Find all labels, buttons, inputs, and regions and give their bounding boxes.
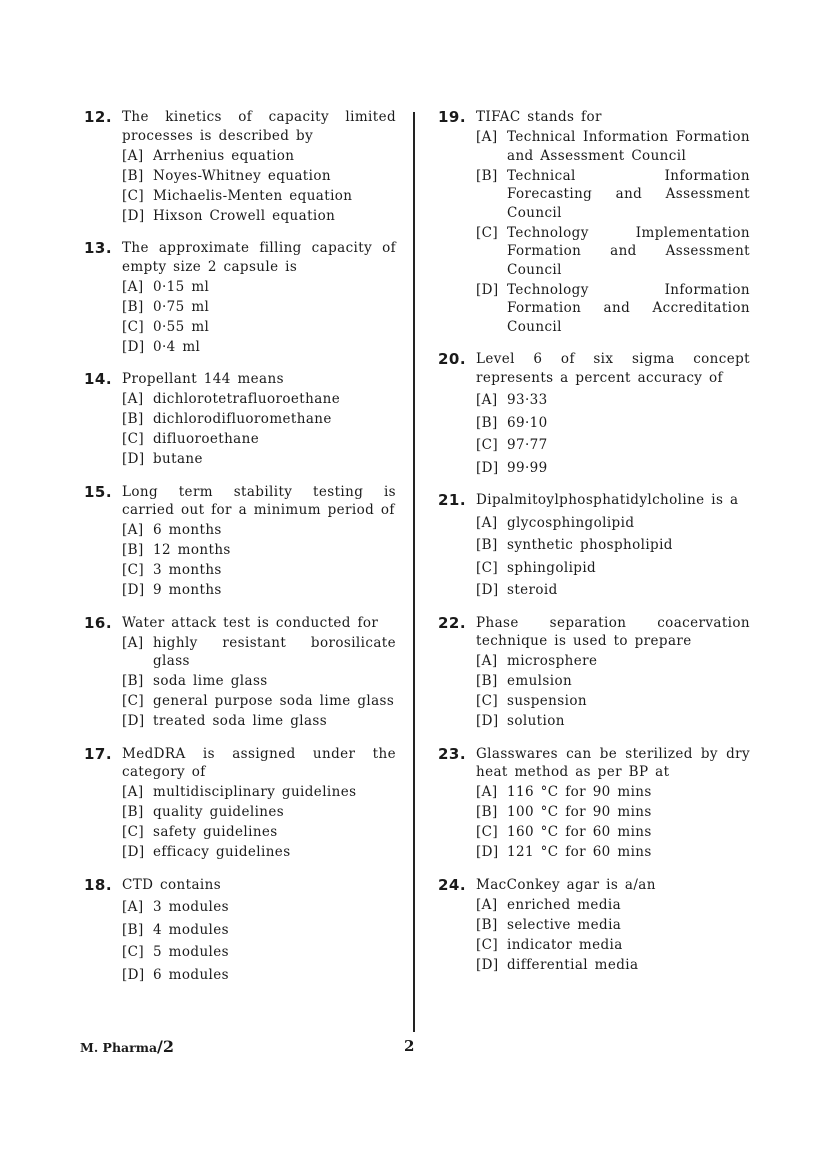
answer-option <box>122 207 396 226</box>
option-text: 5 modules <box>153 944 229 960</box>
option-text: Technical Information Forecasting and Assessment Council <box>507 167 750 221</box>
option-text: differential media <box>507 956 639 973</box>
column-divider <box>413 112 415 1032</box>
answer-option <box>476 936 750 955</box>
question-text: Level 6 of six sigma concept represents a percent accuracy of <box>476 351 750 386</box>
option-text: soda lime glass <box>153 673 268 689</box>
option-label: [A] <box>476 129 498 145</box>
option-label: [D] <box>476 459 499 476</box>
question-body <box>122 876 396 985</box>
answer-option <box>122 803 396 822</box>
question-number: 18. <box>84 875 113 894</box>
option-text: dichlorotetrafluoroethane <box>153 391 341 407</box>
option-label: [C] <box>476 824 499 840</box>
question-number: 24. <box>438 875 467 894</box>
option-text: Noyes-Whitney equation <box>153 167 331 184</box>
option-label: [B] <box>122 673 144 689</box>
option-text: 3 modules <box>153 899 229 915</box>
question-body <box>122 614 396 731</box>
question-text: MacConkey agar is a/an <box>476 876 656 893</box>
option-text: 69·10 <box>507 414 548 431</box>
question-number: 17. <box>84 744 113 763</box>
option-text: 0·75 ml <box>153 298 210 315</box>
option-text: selective media <box>507 916 622 933</box>
option-label: [A] <box>122 899 144 915</box>
option-text: 6 modules <box>153 966 229 983</box>
answer-option <box>476 843 750 862</box>
option-text: microsphere <box>507 653 598 669</box>
option-label: [B] <box>122 167 144 184</box>
answer-option <box>476 672 750 691</box>
option-label: [A] <box>122 391 144 407</box>
question-22 <box>438 614 750 731</box>
question-number: 21. <box>438 491 467 509</box>
answer-option <box>122 712 396 731</box>
question-12 <box>84 108 396 225</box>
question-number: 15. <box>84 482 113 501</box>
answer-option <box>122 783 396 802</box>
question-body <box>122 108 396 225</box>
question-15 <box>84 483 396 600</box>
option-text: general purpose soda lime glass <box>153 693 395 709</box>
question-number: 23. <box>438 744 467 763</box>
option-text: 4 modules <box>153 921 229 938</box>
option-text: 100 °C for 90 mins <box>507 804 652 820</box>
option-label: [D] <box>122 582 145 598</box>
question-body <box>476 614 750 731</box>
option-label: [D] <box>122 207 145 224</box>
answer-option <box>122 450 396 469</box>
option-text: treated soda lime glass <box>153 713 328 729</box>
question-19 <box>438 108 750 336</box>
option-label: [C] <box>476 559 499 576</box>
answer-option <box>122 541 396 560</box>
option-text: safety guidelines <box>153 824 278 840</box>
option-label: [D] <box>122 966 145 983</box>
option-text: 0·55 ml <box>153 318 210 335</box>
right-column <box>438 108 750 988</box>
option-text: steroid <box>507 582 558 598</box>
answer-option <box>476 916 750 935</box>
answer-option <box>122 278 396 297</box>
option-label: [D] <box>122 338 145 355</box>
option-text: quality guidelines <box>153 804 285 820</box>
option-text: 121 °C for 60 mins <box>507 844 652 860</box>
answer-option <box>476 459 750 478</box>
question-text: The kinetics of capacity limited processes is described by <box>122 109 396 144</box>
option-label: [A] <box>476 514 498 531</box>
option-text: glycosphingolipid <box>507 514 635 531</box>
option-text: indicator media <box>507 936 623 953</box>
option-label: [D] <box>122 844 145 860</box>
question-number: 16. <box>84 613 113 632</box>
option-label: [D] <box>476 956 499 973</box>
option-label: [A] <box>476 392 498 408</box>
question-text: Long term stability testing is carried out for a minimum period of <box>122 483 396 518</box>
option-label: [D] <box>122 451 145 467</box>
option-text: Technology Information Formation and Accreditation Council <box>507 281 750 335</box>
answer-option <box>122 921 396 940</box>
answer-option <box>122 390 396 409</box>
question-number: 22. <box>438 613 467 632</box>
option-label: [B] <box>476 804 498 820</box>
option-label: [B] <box>122 298 144 315</box>
option-label: [C] <box>122 431 145 447</box>
answer-option <box>476 823 750 842</box>
option-text: 12 months <box>153 542 231 558</box>
answer-option <box>476 692 750 711</box>
option-text: Michaelis-Menten equation <box>153 187 353 204</box>
answer-option <box>476 803 750 822</box>
option-label: [D] <box>476 844 499 860</box>
answer-option <box>122 634 396 671</box>
option-text: efficacy guidelines <box>153 844 291 860</box>
footer-exam-code <box>80 1037 174 1056</box>
option-label: [A] <box>122 278 144 295</box>
question-number: 12. <box>84 108 113 126</box>
option-label: [A] <box>122 147 144 164</box>
question-text: MedDRA is assigned under the category of <box>122 745 396 780</box>
option-text: Arrhenius equation <box>153 147 295 164</box>
option-label: [B] <box>476 537 498 553</box>
option-label: [C] <box>122 562 145 578</box>
question-18 <box>84 876 396 985</box>
option-label: [C] <box>122 824 145 840</box>
question-14 <box>84 370 396 469</box>
option-text: Technical Information Formation and Assessment Council <box>507 129 750 164</box>
question-text: Phase separation coacervation technique is used to prepare <box>476 614 750 649</box>
answer-option <box>476 581 750 600</box>
question-13 <box>84 239 396 356</box>
option-text: 0·15 ml <box>153 278 210 295</box>
question-body <box>122 239 396 356</box>
answer-option <box>476 281 750 337</box>
answer-option <box>476 224 750 280</box>
option-text: multidisciplinary guidelines <box>153 784 357 800</box>
answer-option <box>122 167 396 186</box>
option-label: [B] <box>476 167 498 184</box>
question-text: TIFAC stands for <box>476 109 602 125</box>
answer-option <box>476 783 750 802</box>
answer-option <box>122 410 396 429</box>
answer-option <box>476 652 750 671</box>
answer-option <box>122 672 396 691</box>
answer-option <box>122 692 396 711</box>
option-text: 9 months <box>153 582 222 598</box>
option-text: 97·77 <box>507 437 548 453</box>
answer-option <box>476 536 750 555</box>
answer-option <box>122 430 396 449</box>
question-number: 20. <box>438 350 467 368</box>
option-text: suspension <box>507 693 587 709</box>
option-label: [B] <box>476 414 498 431</box>
footer-set-number: /2 <box>157 1037 175 1056</box>
option-label: [C] <box>476 437 499 453</box>
answer-option <box>122 147 396 166</box>
footer-exam-name: M. Pharma <box>80 1040 158 1055</box>
option-text: 99·99 <box>507 459 548 476</box>
left-column <box>84 108 396 998</box>
option-label: [B] <box>476 916 498 933</box>
question-17 <box>84 745 396 862</box>
option-label: [C] <box>122 318 145 335</box>
option-label: [B] <box>122 804 144 820</box>
option-text: synthetic phospholipid <box>507 537 673 553</box>
question-body <box>476 491 750 600</box>
option-label: [A] <box>122 784 144 800</box>
answer-option <box>476 128 750 165</box>
answer-option <box>476 712 750 731</box>
answer-option <box>476 559 750 578</box>
answer-option <box>122 843 396 862</box>
answer-option <box>122 338 396 357</box>
option-text: 6 months <box>153 522 222 538</box>
answer-option <box>476 514 750 533</box>
option-text: solution <box>507 713 565 729</box>
option-label: [A] <box>476 653 498 669</box>
page-number: 2 <box>404 1037 415 1055</box>
option-label: [D] <box>476 281 499 298</box>
answer-option <box>122 581 396 600</box>
answer-option <box>122 943 396 962</box>
option-text: Technology Implementation Formation and Assessment Council <box>507 224 750 278</box>
answer-option <box>476 896 750 915</box>
question-text: CTD contains <box>122 876 222 893</box>
option-label: [C] <box>122 187 145 204</box>
option-label: [C] <box>476 224 499 241</box>
question-text: Glasswares can be sterilized by dry heat method as per BP at <box>476 745 750 780</box>
option-label: [B] <box>122 542 144 558</box>
option-text: sphingolipid <box>507 559 597 576</box>
question-text: Propellant 144 means <box>122 371 284 387</box>
option-label: [D] <box>476 582 499 598</box>
question-23 <box>438 745 750 862</box>
question-body <box>122 745 396 862</box>
question-body <box>476 108 750 336</box>
answer-option <box>122 521 396 540</box>
question-text: Water attack test is conducted for <box>122 614 379 631</box>
answer-option <box>476 414 750 433</box>
question-body <box>122 370 396 469</box>
option-text: difluoroethane <box>153 431 260 447</box>
option-label: [A] <box>476 784 498 800</box>
question-text: Dipalmitoylphosphatidylcholine is a <box>476 492 739 508</box>
option-label: [B] <box>476 673 498 689</box>
answer-option <box>122 298 396 317</box>
option-label: [A] <box>476 896 498 913</box>
option-label: [B] <box>122 921 144 938</box>
question-number: 19. <box>438 108 467 126</box>
question-21 <box>438 491 750 600</box>
option-text: enriched media <box>507 896 622 913</box>
question-body <box>476 350 750 477</box>
question-20 <box>438 350 750 477</box>
question-number: 13. <box>84 239 113 257</box>
question-16 <box>84 614 396 731</box>
question-body <box>476 876 750 975</box>
option-text: emulsion <box>507 673 573 689</box>
answer-option <box>476 956 750 975</box>
option-label: [C] <box>122 693 145 709</box>
option-text: highly resistant borosilicate glass <box>153 634 396 669</box>
option-text: 93·33 <box>507 392 548 408</box>
question-text: The approximate filling capacity of empty size 2 capsule is <box>122 240 396 275</box>
option-label: [C] <box>476 693 499 709</box>
answer-option <box>476 167 750 223</box>
answer-option <box>122 318 396 337</box>
option-label: [C] <box>122 944 145 960</box>
option-text: 0·4 ml <box>153 338 201 355</box>
option-label: [B] <box>122 411 144 427</box>
question-body <box>476 745 750 862</box>
option-text: 160 °C for 60 mins <box>507 824 652 840</box>
question-number: 14. <box>84 370 113 388</box>
answer-option <box>476 391 750 410</box>
answer-option <box>122 561 396 580</box>
option-text: Hixson Crowell equation <box>153 207 336 224</box>
question-24 <box>438 876 750 975</box>
answer-option <box>122 823 396 842</box>
answer-option <box>122 966 396 985</box>
option-label: [D] <box>122 713 145 729</box>
option-text: dichlorodifluoromethane <box>153 411 332 427</box>
option-text: 116 °C for 90 mins <box>507 784 652 800</box>
answer-option <box>122 187 396 206</box>
option-label: [A] <box>122 634 144 651</box>
answer-option <box>122 898 396 917</box>
option-label: [D] <box>476 713 499 729</box>
option-text: butane <box>153 451 203 467</box>
option-label: [A] <box>122 522 144 538</box>
answer-option <box>476 436 750 455</box>
option-text: 3 months <box>153 562 222 578</box>
option-label: [C] <box>476 936 499 953</box>
question-body <box>122 483 396 600</box>
